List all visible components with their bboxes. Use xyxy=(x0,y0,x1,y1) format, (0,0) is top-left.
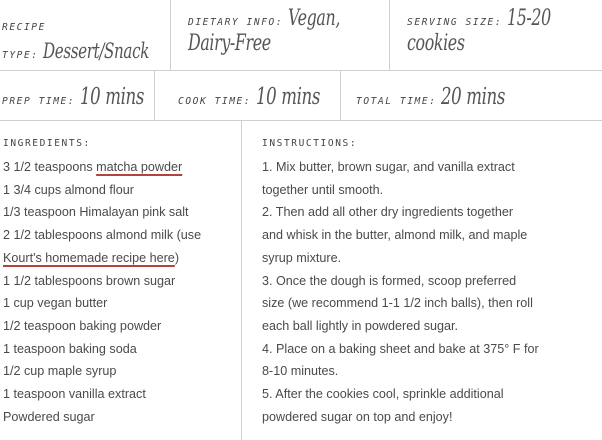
dietary-block xyxy=(188,6,360,56)
instruction-line: syrup mixture. xyxy=(262,250,342,265)
ingredient-link[interactable]: Kourt's homemade recipe here xyxy=(3,250,175,265)
instructions-heading: INSTRUCTIONS: xyxy=(262,138,358,149)
ingredients-heading: INGREDIENTS: xyxy=(3,138,91,149)
instructions-section xyxy=(262,138,600,428)
ingredient-text: 1/3 teaspoon Himalayan pink salt xyxy=(3,205,189,220)
ingredient-text: 1 1/2 tablespoons brown sugar xyxy=(3,273,176,288)
prep-time xyxy=(2,84,169,110)
recipe-label: RECIPE xyxy=(2,22,46,33)
cook-time xyxy=(178,84,345,110)
ingredient-text-suffix: ) xyxy=(174,250,180,265)
dietary-label: DIETARY INFO: xyxy=(188,17,284,28)
instruction-line: each ball lightly in powdered sugar. xyxy=(262,318,459,333)
ingredients-list xyxy=(3,156,239,428)
ingredient-item xyxy=(3,383,239,406)
ingredient-text: Powdered sugar xyxy=(3,409,95,424)
instruction-line: 3. Once the dough is formed, scoop preferred xyxy=(262,273,517,288)
ingredient-item xyxy=(3,179,239,202)
ingredient-text: 1 3/4 cups almond flour xyxy=(3,182,134,197)
cook-time-label: COOK TIME: xyxy=(178,96,252,107)
type-value: Dessert/Snack xyxy=(43,39,150,63)
ingredient-text: 1 teaspoon vanilla extract xyxy=(3,387,146,402)
ingredient-item xyxy=(3,247,239,270)
ingredient-item xyxy=(3,224,239,247)
ingredient-item xyxy=(3,292,239,315)
prep-time-value: 10 mins xyxy=(79,84,144,110)
ingredient-item xyxy=(3,315,239,338)
total-time-value: 20 mins xyxy=(440,84,505,110)
cook-time-value: 10 mins xyxy=(255,84,320,110)
ingredient-text: 1 cup vegan butter xyxy=(3,296,108,311)
instruction-line: and whisk in the butter, almond milk, and maple xyxy=(262,228,528,243)
ingredient-link[interactable]: matcha powder xyxy=(96,160,183,174)
dietary-value-2: Dairy-Free xyxy=(188,31,271,56)
divider-times-bottom xyxy=(0,120,602,121)
total-time-label: TOTAL TIME: xyxy=(356,96,437,107)
ingredient-text: 1/2 cup maple syrup xyxy=(3,364,117,379)
ingredient-item xyxy=(3,156,239,179)
ingredients-section xyxy=(3,138,239,428)
ingredient-text: 2 1/2 tablespoons almond milk (use xyxy=(3,228,202,243)
instruction-line: 8-10 minutes. xyxy=(262,364,339,379)
serving-value-2: cookies xyxy=(407,31,465,56)
ingredient-item xyxy=(3,201,239,224)
ingredient-item xyxy=(3,406,239,429)
ingredient-text: 1 teaspoon baking soda xyxy=(3,341,137,356)
serving-label: SERVING SIZE: xyxy=(407,17,503,28)
total-time xyxy=(356,84,530,110)
ingredient-text: 1/2 teaspoon baking powder xyxy=(3,318,162,333)
instruction-line: 5. After the cookies cool, sprinkle additional xyxy=(262,387,504,402)
instruction-line: 2. Then add all other dry ingredients together xyxy=(262,205,514,220)
ingredient-item xyxy=(3,270,239,293)
ingredient-text: 3 1/2 teaspoons xyxy=(3,160,97,174)
divider-body xyxy=(241,120,242,440)
instructions-list xyxy=(262,156,600,428)
type-label: TYPE: xyxy=(2,50,39,61)
instruction-line: 4. Place on a baking sheet and bake at 375° F for xyxy=(262,341,539,356)
instruction-line: together until smooth. xyxy=(262,182,384,197)
serving-value-1: 15-20 xyxy=(506,6,551,31)
divider-header-bottom xyxy=(0,70,602,71)
prep-time-label: PREP TIME: xyxy=(2,96,76,107)
ingredient-item xyxy=(3,360,239,383)
dietary-value-1: Vegan, xyxy=(287,6,340,31)
divider-col-2 xyxy=(389,0,390,70)
recipe-type-block xyxy=(2,22,190,63)
instruction-line: 1. Mix butter, brown sugar, and vanilla extract xyxy=(262,160,515,174)
instruction-line: powdered sugar on top and enjoy! xyxy=(262,409,453,424)
ingredient-item xyxy=(3,338,239,361)
instruction-line: size (we recommend 1-1 1/2 inch balls), then roll xyxy=(262,296,533,311)
serving-block xyxy=(407,6,568,56)
